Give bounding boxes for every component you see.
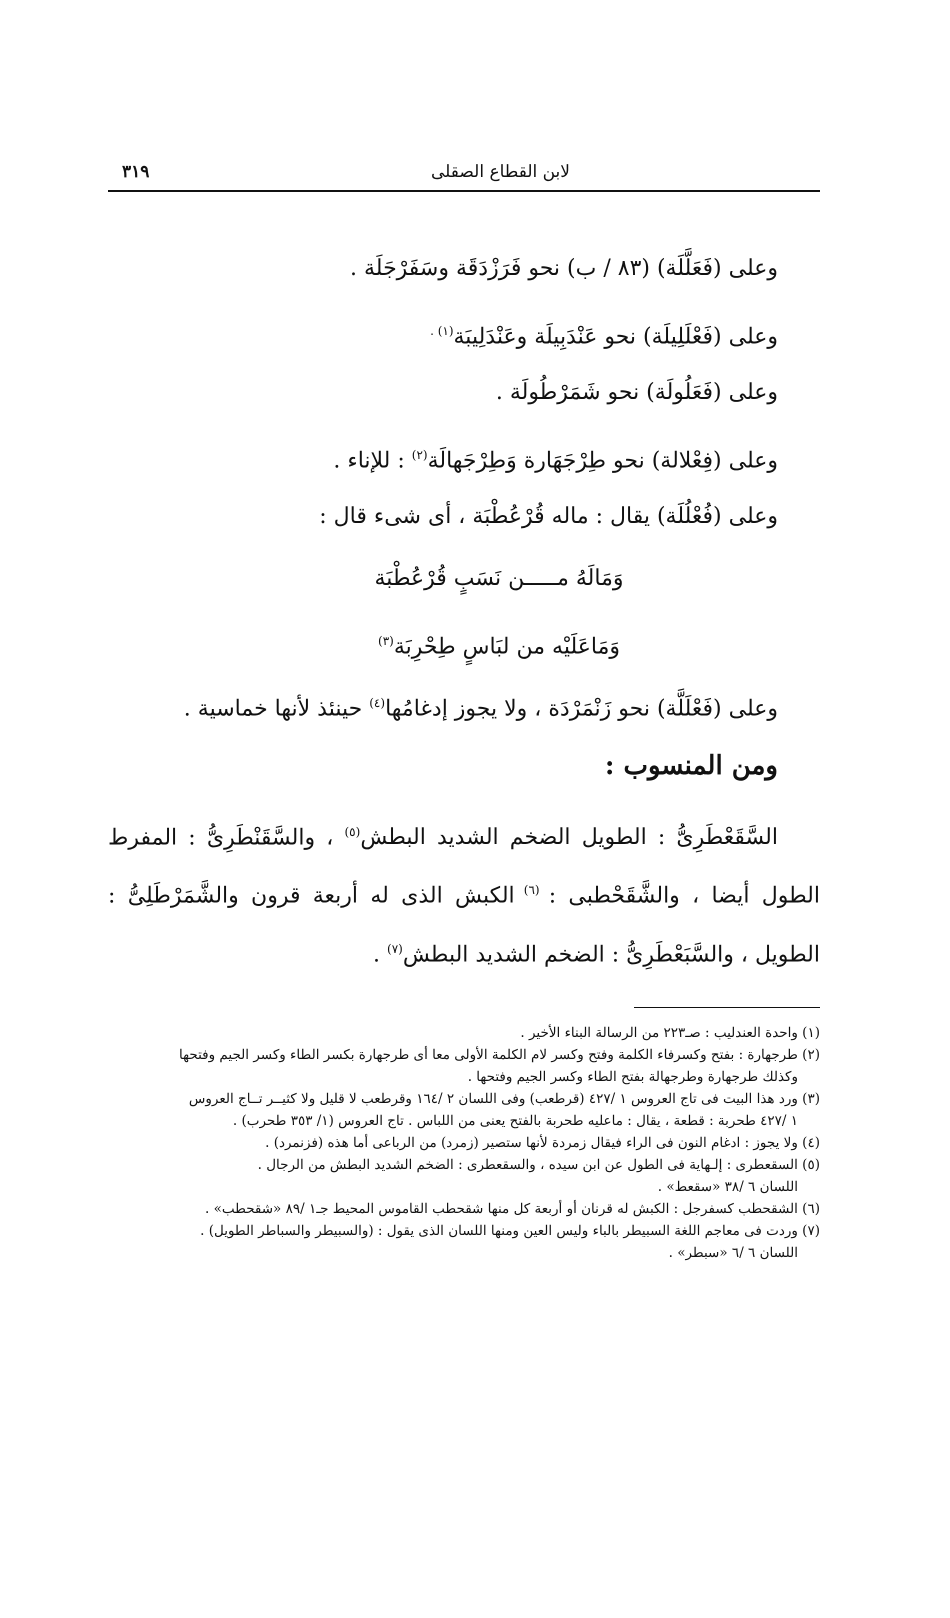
text-line-6 — [108, 672, 820, 734]
footnote-7: (٧) وردت فى معاجم اللغة السبيطر بالباء وليس العين ومنها اللسان الذى يقول : (والسبيطر والسباطر الطويل) . — [200, 1223, 820, 1239]
footnote-5-continuation: اللسان ٦ /٣٨ «سقعط» . — [657, 1179, 798, 1195]
footnote-5: (٥) السقعطرى : إلـهاية فى الطول عن ابن سيده ، والسقعطرى : الضخم الشديد البطش من الرجال . — [257, 1157, 820, 1173]
text-line-6-body: وعلى (فَعْلَلَّة) نحو زَنْمَرْدَة ، ولا يجوز إدغامُها — [385, 696, 778, 722]
footnote-ref-3[interactable]: (٣) — [378, 634, 394, 648]
footnote-ref-7[interactable]: (٧) — [387, 941, 403, 956]
footnote-divider — [634, 1007, 820, 1008]
running-title: لابن القطاع الصقلى — [431, 162, 570, 182]
text-line-5: وعلى (فُعْلُلَة) يقال : ماله قُرْعُطْبَة ، أى شىء قال : — [319, 504, 778, 529]
verse-line-2 — [108, 610, 820, 672]
text-line-1: وعلى (فَعَلَّلَة) (٨٣ / ب) نحو فَرَزْدَقَة وسَفَرْجَلَة . — [350, 256, 778, 281]
verse-line-2-body: وَمَاعَلَيْه من لبَاسٍ طِحْرِبَة — [393, 634, 620, 660]
footnote-1: (١) واحدة العندليب : صـ٢٢٣ من الرسالة البناء الأخير . — [520, 1025, 820, 1041]
definitions-paragraph — [108, 806, 820, 981]
footnote-3-continuation: ١ /٤٢٧ طحربة : قطعة ، يقال : ماعليه طحربة بالفتح يعنى من اللباس . تاج العروس (١/ ٣٥٣ طحرب) . — [232, 1113, 798, 1129]
prose-part-b: ، والسَّقَنْطَرِىُّ : المفرط الطول أيضا ، والشَّقَحْطبى : — [108, 825, 821, 909]
prose-part-d: . — [373, 941, 388, 967]
footnote-4: (٤) ولا يجوز : ادغام النون فى الراء فيقال زمردة لأنها ستصير (زمرد) من الرباعى أما هذه (فزنمرد) . — [265, 1135, 820, 1151]
text-line-6-tail: حينئذ لأنها خماسية . — [183, 696, 370, 722]
footnote-6: (٦) الشقحطب كسفرجل : الكبش له قرنان أو أربعة كل منها شقحطب القاموس المحيط جـ١ /٨٩ «شقحطب» . — [205, 1201, 820, 1217]
text-line-2-body: وعلى (فَعْلَلِيلَة) نحو عَنْدَبِيلَة وعَنْدَلِيبَة — [453, 324, 778, 350]
text-line-4 — [108, 424, 820, 486]
prose-part-c: الكبش الذى له أربعة قرون والشَّمَرْطَلِىُّ : الطويل ، والسَّبَعْطَرِىُّ : الضخم الشديد البطش — [108, 883, 820, 967]
text-line-2 — [108, 300, 820, 362]
footnote-3: (٣) ورد هذا البيت فى تاج العروس ١ /٤٢٧ (قرطعب) وفى اللسان ٢ /١٦٤ وقرطعب لا قليل ولا كثيــر تــاج العروس — [188, 1091, 820, 1107]
page-number: ٣١٩ — [122, 162, 150, 182]
footnote-ref-6[interactable]: (٦) — [514, 883, 549, 898]
footnote-2-continuation: وكذلك طرجهارة وطرجهالة بفتح الطاء وكسر الجيم وفتحها . — [467, 1069, 798, 1085]
verse-line-1: وَمَالَهُ مـــــن نَسَبٍ قُرْعُطْبَة — [374, 566, 624, 591]
text-line-4-tail: : للإناء . — [333, 448, 412, 474]
footnote-2: (٢) طرجهارة : بفتح وكسرفاء الكلمة وفتح وكسر لام الكلمة الأولى معا أى طرجهارة بكسر الطاء وكسر الجيم وفتحها — [179, 1047, 820, 1063]
page-header — [108, 160, 820, 192]
footnote-ref-4[interactable]: (٤) — [369, 696, 386, 710]
footnotes — [108, 1022, 820, 1264]
text-line-3: وعلى (فَعَلُولَة) نحو شَمَرْطُولَة . — [495, 380, 778, 405]
main-text — [108, 238, 820, 981]
footnote-7-continuation: اللسان ٦ /٦ «سبطر» . — [668, 1245, 798, 1261]
footnote-ref-2[interactable]: (٢) — [411, 448, 428, 462]
footnote-ref-1[interactable]: (١) . — [430, 324, 454, 338]
footnote-ref-5[interactable]: (٥) — [344, 825, 361, 839]
section-heading: ومن المنسوب : — [604, 751, 778, 781]
prose-part-a: السَّقَعْطَرِىُّ : الطويل الضخم الشديد البطش — [360, 825, 778, 851]
text-line-4-body: وعلى (فِعْلالة) نحو طِرْجَهَارة وَطِرْجَهالَة — [427, 448, 778, 474]
